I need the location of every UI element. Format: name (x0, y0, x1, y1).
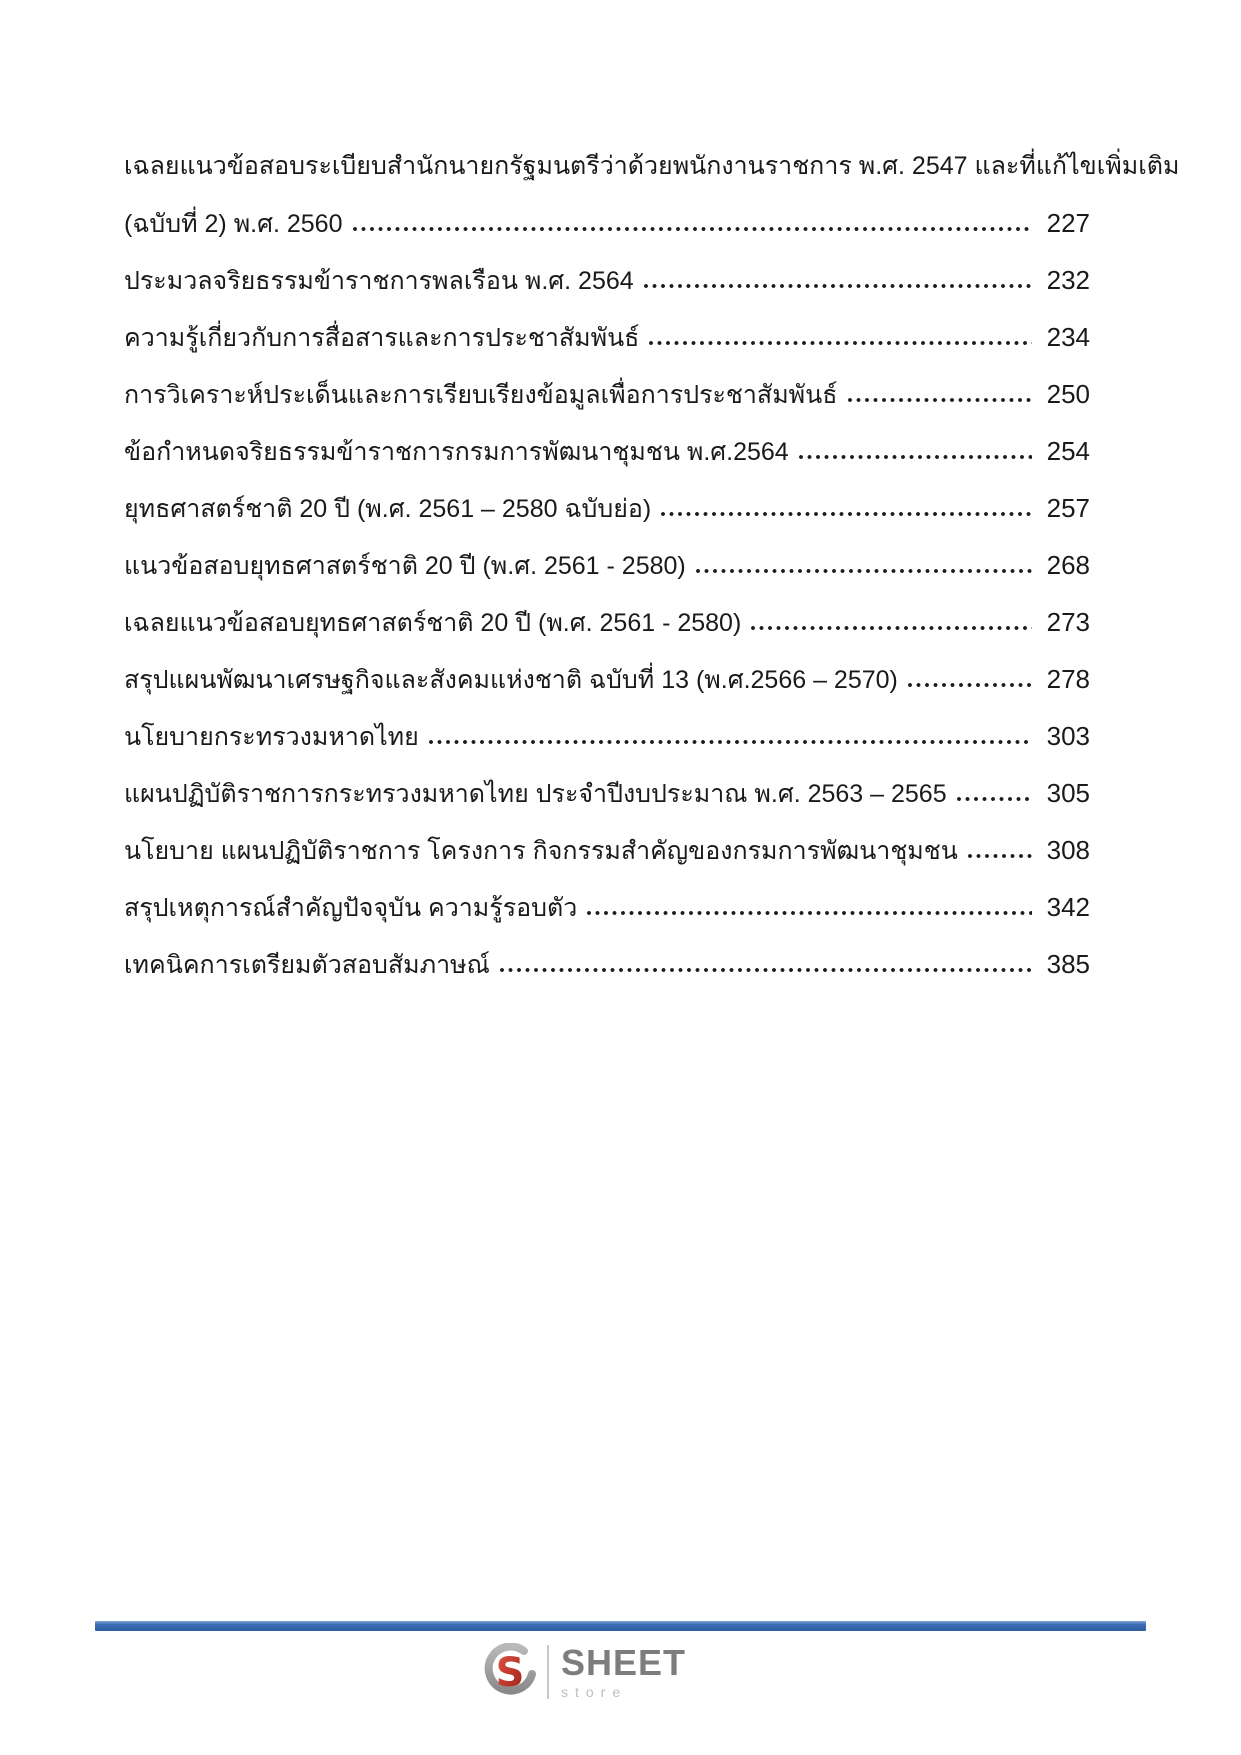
toc-page-number: 268 (1046, 550, 1090, 580)
toc-dot-leader (696, 568, 1032, 574)
toc-entry (124, 252, 1090, 309)
toc-entry (124, 138, 1180, 195)
toc-entry-title: นโยบาย แผนปฏิบัติราชการ โครงการ กิจกรรมสำคัญของกรมการพัฒนาชุมชน (124, 837, 958, 865)
toc-entry (124, 480, 1090, 537)
logo-text (561, 1642, 687, 1700)
toc-entry (124, 195, 1090, 252)
toc-entry-title: (ฉบับที่ 2) พ.ศ. 2560 (124, 210, 343, 238)
toc-dot-leader (908, 682, 1032, 688)
toc-entry-title: เฉลยแนวข้อสอบยุทธศาสตร์ชาติ 20 ปี (พ.ศ. 2561 - 2580) (124, 609, 742, 637)
toc-dot-leader (500, 967, 1032, 973)
logo-title: SHEET (561, 1642, 687, 1683)
toc-entry (124, 594, 1090, 651)
toc-entry (124, 366, 1090, 423)
toc-entry-title: ความรู้เกี่ยวกับการสื่อสารและการประชาสัมพันธ์ (124, 324, 640, 352)
logo-subtitle: store (561, 1684, 628, 1700)
toc-entry-title: สรุปเหตุการณ์สำคัญปัจจุบัน ความรู้รอบตัว (124, 894, 578, 922)
toc-entry-title: เทคนิคการเตรียมตัวสอบสัมภาษณ์ (124, 951, 490, 979)
toc-dot-leader (644, 283, 1032, 289)
toc-page-number: 308 (1046, 835, 1090, 865)
toc-page-number: 385 (1046, 949, 1090, 979)
toc-entry (124, 879, 1090, 936)
toc-dot-leader (751, 625, 1032, 631)
toc-page-number: 303 (1046, 721, 1090, 751)
toc-page-number: 227 (1046, 208, 1090, 238)
toc-entry-title: ยุทธศาสตร์ชาติ 20 ปี (พ.ศ. 2561 – 2580 ฉบับย่อ) (124, 495, 652, 523)
toc-entry-title: ข้อกำหนดจริยธรรมข้าราชการกรมการพัฒนาชุมชน พ.ศ.2564 (124, 438, 789, 466)
toc-entry-title: แนวข้อสอบยุทธศาสตร์ชาติ 20 ปี (พ.ศ. 2561 - 2580) (124, 552, 686, 580)
toc-page-number: 278 (1046, 664, 1090, 694)
toc-dot-leader (848, 397, 1032, 403)
toc-page-number: 273 (1046, 607, 1090, 637)
toc-entry (124, 651, 1090, 708)
toc-entry (124, 936, 1090, 993)
toc-entry-title: แผนปฏิบัติราชการกระทรวงมหาดไทย ประจำปีงบประมาณ พ.ศ. 2563 – 2565 (124, 780, 947, 808)
toc-entry-title: เฉลยแนวข้อสอบระเบียบสำนักนายกรัฐมนตรีว่าด้วยพนักงานราชการ พ.ศ. 2547 และที่แก้ไขเพิ่มเติม (124, 152, 1180, 180)
toc-entry-title: สรุปแผนพัฒนาเศรษฐกิจและสังคมแห่งชาติ ฉบับที่ 13 (พ.ศ.2566 – 2570) (124, 666, 898, 694)
toc-dot-leader (353, 226, 1033, 232)
toc-page-number: 234 (1046, 322, 1090, 352)
toc-entry-title: ประมวลจริยธรรมข้าราชการพลเรือน พ.ศ. 2564 (124, 267, 634, 295)
toc-dot-leader (957, 796, 1032, 802)
toc-dot-leader (799, 454, 1032, 460)
toc-page-number: 305 (1046, 778, 1090, 808)
toc-page-number: 257 (1046, 493, 1090, 523)
sheet-store-logo-icon (483, 1643, 537, 1701)
toc-page-number: 254 (1046, 436, 1090, 466)
toc-entry (124, 423, 1090, 480)
toc-entry-title: การวิเคราะห์ประเด็นและการเรียบเรียงข้อมูลเพื่อการประชาสัมพันธ์ (124, 381, 838, 409)
logo-monogram: S (495, 1650, 525, 1696)
footer-divider-bar (95, 1621, 1146, 1631)
table-of-contents (124, 138, 1180, 993)
logo-separator (547, 1645, 549, 1699)
toc-dot-leader (649, 340, 1032, 346)
toc-dot-leader (661, 511, 1032, 517)
toc-dot-leader (968, 853, 1032, 859)
toc-page-number: 232 (1046, 265, 1090, 295)
toc-entry (124, 822, 1090, 879)
toc-page-number: 250 (1046, 379, 1090, 409)
toc-page-number: 342 (1046, 892, 1090, 922)
toc-entry-title: นโยบายกระทรวงมหาดไทย (124, 723, 419, 751)
toc-entry (124, 537, 1090, 594)
toc-entry (124, 708, 1090, 765)
toc-entry (124, 765, 1090, 822)
sheet-store-logo (483, 1641, 686, 1703)
toc-dot-leader (429, 739, 1032, 745)
toc-entry (124, 309, 1090, 366)
toc-dot-leader (587, 910, 1032, 916)
